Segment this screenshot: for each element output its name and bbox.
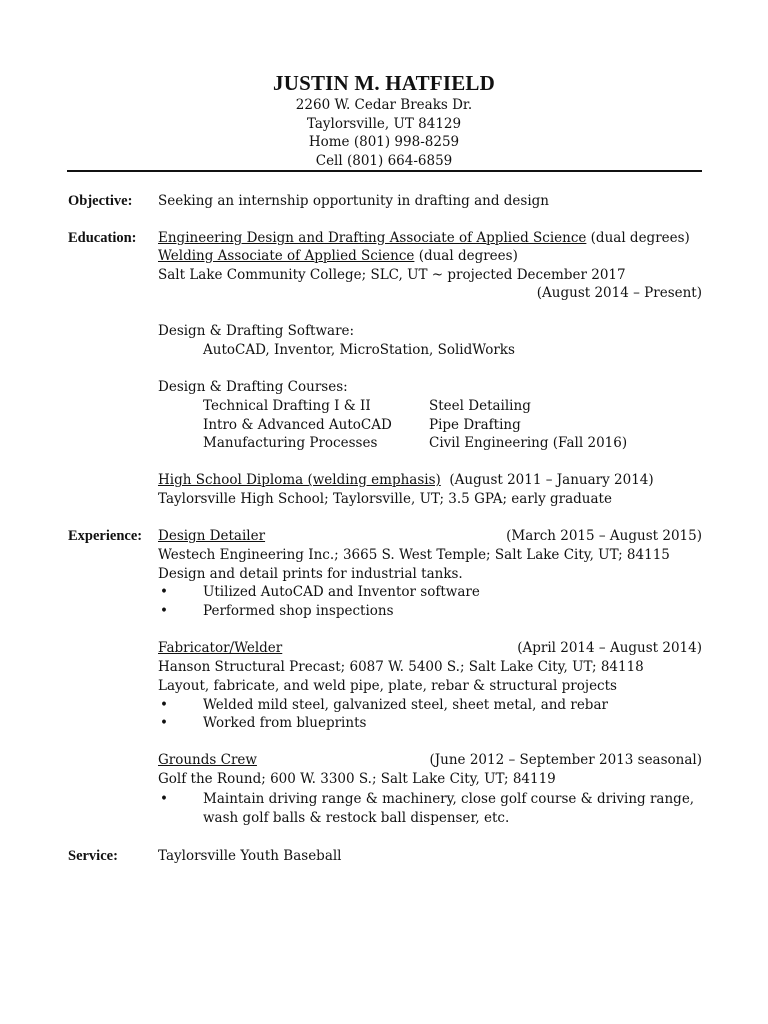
degree-2-note: (dual degrees): [414, 248, 518, 264]
bullet-icon: •: [160, 603, 168, 619]
experience-label: Experience:: [68, 528, 143, 544]
job-bullet-continued: wash golf balls & restock ball dispenser, etc.: [203, 810, 510, 826]
course-item: Technical Drafting I & II: [203, 398, 371, 414]
street-address: 2260 W. Cedar Breaks Dr.: [295, 97, 473, 113]
education-label: Education:: [68, 230, 137, 246]
software-list: AutoCAD, Inventor, MicroStation, SolidWorks: [203, 342, 515, 358]
job-employer: Westech Engineering Inc.; 3665 S. West Temple; Salt Lake City, UT; 84115: [158, 547, 670, 563]
course-item: Steel Detailing: [429, 398, 531, 414]
job-dates: (April 2014 – August 2014): [517, 640, 702, 656]
job-title: Fabricator/Welder: [158, 640, 283, 656]
courses-heading: Design & Drafting Courses:: [158, 379, 348, 395]
bullet-icon: •: [160, 697, 168, 713]
college-line: Salt Lake Community College; SLC, UT ~ projected December 2017: [158, 267, 626, 283]
job-employer: Hanson Structural Precast; 6087 W. 5400 S.; Salt Lake City, UT; 84118: [158, 659, 644, 675]
hs-diploma-line: [158, 471, 654, 490]
job-dates: (June 2012 – September 2013 seasonal): [429, 752, 702, 768]
course-item: Pipe Drafting: [429, 417, 521, 433]
city-state-zip: Taylorsville, UT 84129: [306, 115, 462, 132]
objective-text: Seeking an internship opportunity in drafting and design: [158, 193, 550, 209]
candidate-name: JUSTIN M. HATFIELD: [273, 71, 495, 95]
cell-phone: Cell (801) 664-6859: [315, 152, 453, 169]
job-title: Design Detailer: [158, 528, 266, 544]
college-dates: (August 2014 – Present): [536, 285, 702, 301]
job-bullet: Worked from blueprints: [203, 715, 367, 731]
objective-label: Objective:: [68, 193, 133, 209]
bullet-icon: •: [160, 791, 168, 807]
resume-header: [0, 70, 768, 170]
degree-1-note: (dual degrees): [586, 230, 690, 246]
degree-1: [158, 229, 690, 248]
job-employer: Golf the Round; 600 W. 3300 S.; Salt Lake City, UT; 84119: [158, 771, 556, 787]
service-label: Service:: [68, 848, 118, 864]
job-bullet: Utilized AutoCAD and Inventor software: [203, 584, 480, 600]
course-item: Manufacturing Processes: [203, 435, 378, 451]
job-title: Grounds Crew: [158, 752, 257, 768]
bullet-icon: •: [160, 715, 168, 731]
hs-diploma-dates: (August 2011 – January 2014): [449, 472, 654, 488]
hs-school-line: Taylorsville High School; Taylorsville, UT; 3.5 GPA; early graduate: [158, 491, 612, 507]
software-heading: Design & Drafting Software:: [158, 323, 355, 339]
degree-2: [158, 247, 518, 266]
job-bullet: Maintain driving range & machinery, close golf course & driving range,: [203, 791, 695, 807]
header-divider: [67, 170, 702, 172]
degree-2-title: Welding Associate of Applied Science: [158, 248, 415, 264]
degree-1-title: Engineering Design and Drafting Associate of Applied Science: [158, 230, 587, 246]
home-phone: Home (801) 998-8259: [308, 134, 460, 150]
course-item: Civil Engineering (Fall 2016): [429, 435, 628, 451]
bullet-icon: •: [160, 584, 168, 600]
job-dates: (March 2015 – August 2015): [506, 528, 702, 544]
job-summary: Design and detail prints for industrial tanks.: [158, 566, 463, 582]
job-summary: Layout, fabricate, and weld pipe, plate, rebar & structural projects: [158, 678, 617, 694]
service-text: Taylorsville Youth Baseball: [158, 848, 342, 864]
job-bullet: Performed shop inspections: [203, 603, 394, 619]
job-bullet: Welded mild steel, galvanized steel, sheet metal, and rebar: [203, 697, 608, 713]
hs-diploma-title: High School Diploma (welding emphasis): [158, 472, 441, 488]
course-item: Intro & Advanced AutoCAD: [203, 417, 392, 433]
